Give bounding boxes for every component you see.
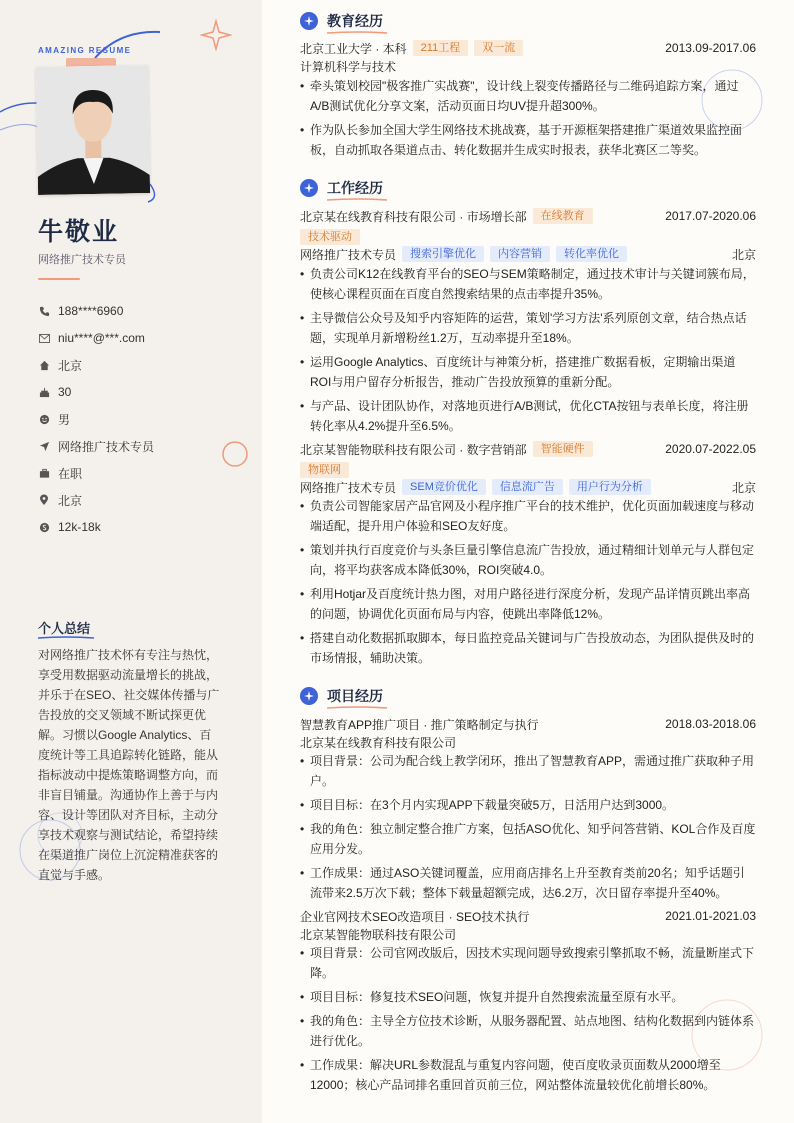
section-underline <box>327 198 387 201</box>
job-role: 网络推广技术专员 <box>300 247 397 262</box>
project-header <box>300 715 756 733</box>
job-bullet: • 主导微信公众号及知乎内容矩阵的运营，策划'学习方法'系列原创文章，结合热点话题，实现单月新增粉丝1.2万，互动率提升至18%。 <box>300 308 756 348</box>
summary-heading: 个人总结 <box>38 621 91 636</box>
age-text: 30 <box>58 385 72 399</box>
skill-tag: 用户行为分析 <box>569 479 651 495</box>
gender-text: 男 <box>58 412 71 427</box>
email-text: niu****@***.com <box>58 331 145 345</box>
position-text: 网络推广技术专员 <box>58 439 155 454</box>
info-gender <box>38 410 238 428</box>
project-name: 企业官网技术SEO改造项目 · SEO技术执行 <box>300 909 530 924</box>
project-bullet: • 工作成果：通过ASO关键词覆盖，应用商店排名上升至教育类前20名；知乎话题引流带来2.5万次下载；整体下载量超额完成，达6.2万，次日留存率提升至40%。 <box>300 863 756 903</box>
job-city: 北京 <box>731 247 756 262</box>
home-icon <box>38 359 50 371</box>
section-projects <box>300 684 383 708</box>
skill-tag: 搜索引擎优化 <box>402 246 484 262</box>
person-name: 牛敬业 <box>38 218 120 246</box>
company-name: 北京某智能物联科技有限公司 · 数字营销部 <box>300 442 527 457</box>
summary-heading-underline <box>38 636 94 639</box>
industry-tag: 智能硬件 <box>533 441 593 457</box>
gender-icon <box>38 413 50 425</box>
job-city: 北京 <box>731 480 756 495</box>
job-role: 网络推广技术专员 <box>300 480 397 495</box>
project-bullet: • 项目背景：公司官网改版后，因技术实现问题导致搜索引擎抓取不畅，流量断崖式下降。 <box>300 943 756 983</box>
skill-tag: 转化率优化 <box>556 246 627 262</box>
status-text: 在职 <box>58 466 83 481</box>
job-header <box>300 207 756 225</box>
project-date: 2018.03-2018.06 <box>665 717 756 731</box>
job-bullet: • 策划并执行百度竞价与头条巨量引擎信息流广告投放，通过精细计划单元与人群包定向，将平均获客成本降低30%，ROI突破4.0。 <box>300 540 756 580</box>
school-name: 北京工业大学 · 本科 <box>300 41 407 56</box>
project-bullet: • 工作成果：解决URL参数混乱与重复内容问题，使百度收录页面数从2000增至12000；核心产品词排名重回首页前三位，网站整体流量较优化前增长80%。 <box>300 1055 756 1095</box>
sparkle-icon <box>300 687 318 705</box>
job-bullet: • 与产品、设计团队协作，对落地页进行A/B测试，优化CTA按钮与表单长度，将注册转化率从4.2%提升至6.5%。 <box>300 396 756 436</box>
send-icon <box>38 440 50 452</box>
company-name: 北京某在线教育科技有限公司 · 市场增长部 <box>300 209 527 224</box>
education-header <box>300 39 756 57</box>
project-name: 智慧教育APP推广项目 · 推广策略制定与执行 <box>300 717 539 732</box>
job-role-row <box>300 245 756 263</box>
education-tag: 211工程 <box>413 40 469 56</box>
avatar-photo <box>36 65 150 195</box>
job-bullet: • 运用Google Analytics、百度统计与神策分析，搭建推广数据看板，定期输出渠道ROI与用户留存分析报告，推动广告投放预算的重新分配。 <box>300 352 756 392</box>
section-work <box>300 176 383 200</box>
sparkle-icon <box>300 12 318 30</box>
section-education <box>300 9 383 33</box>
project-bullet: • 项目目标：在3个月内实现APP下载量突破5万，日活用户达到3000。 <box>300 795 756 815</box>
project-bullet: • 我的角色：独立制定整合推广方案，包括ASO优化、知乎问答营销、KOL合作及百度应用分发。 <box>300 819 756 859</box>
project-company: 北京某在线教育科技有限公司 <box>300 735 457 750</box>
info-email <box>38 329 238 347</box>
job-title: 网络推广技术专员 <box>38 254 126 266</box>
location-text: 北京 <box>58 493 83 508</box>
job-date: 2017.07-2020.06 <box>665 209 756 223</box>
job-role-row <box>300 478 756 496</box>
industry-tag: 物联网 <box>300 462 349 478</box>
education-date: 2013.09-2017.06 <box>665 41 756 55</box>
project-company: 北京某智能物联科技有限公司 <box>300 927 457 942</box>
section-underline <box>327 706 387 709</box>
job-tags-row <box>300 461 756 479</box>
section-title: 工作经历 <box>327 180 383 196</box>
education-bullet: • 牵头策划校园"极客推广实战赛"，设计线上裂变传播路径与二维码追踪方案，通过A/B测试优化分享文案，活动页面日均UV提升超300%。 <box>300 76 756 116</box>
home-text: 北京 <box>58 358 83 373</box>
info-status <box>38 464 238 482</box>
major: 计算机科学与技术 <box>300 59 397 74</box>
location-pin-icon <box>38 494 50 506</box>
section-title: 教育经历 <box>327 13 383 29</box>
skill-tag: SEM竞价优化 <box>402 479 486 495</box>
title-underline <box>38 278 80 280</box>
info-phone <box>38 302 238 320</box>
education-tag: 双一流 <box>474 40 523 56</box>
project-bullet: • 项目背景：公司为配合线上教学闭环，推出了智慧教育APP，需通过推广获取种子用户。 <box>300 751 756 791</box>
main-content <box>262 0 794 1123</box>
salary-text: 12k-18k <box>58 520 101 534</box>
phone-icon <box>38 305 50 317</box>
industry-tag: 在线教育 <box>533 208 593 224</box>
star-icon <box>200 19 232 51</box>
info-age <box>38 383 238 401</box>
sidebar <box>0 0 262 1123</box>
industry-tag: 技术驱动 <box>300 229 360 245</box>
info-location <box>38 491 238 509</box>
sparkle-icon <box>300 179 318 197</box>
briefcase-icon <box>38 467 50 479</box>
project-header <box>300 907 756 925</box>
section-title: 项目经历 <box>327 688 383 704</box>
job-bullet: • 利用Hotjar及百度统计热力图，对用户路径进行深度分析，发现产品详情页跳出率高的问题，协调优化页面布局与内容，使跳出率降低12%。 <box>300 584 756 624</box>
info-home <box>38 356 238 374</box>
job-header <box>300 440 756 458</box>
project-date: 2021.01-2021.03 <box>665 909 756 923</box>
job-tags-row <box>300 228 756 246</box>
job-bullet: • 搭建自动化数据抓取脚本，每日监控竞品关键词与广告投放动态，为团队提供及时的市场情报，辅助决策。 <box>300 628 756 668</box>
project-bullet: • 我的角色：主导全方位技术诊断，从服务器配置、站点地图、结构化数据到内链体系进行优化。 <box>300 1011 756 1051</box>
info-target-position <box>38 437 238 455</box>
summary-text: 对网络推广技术怀有专注与热忱，享受用数据驱动流量增长的挑战，并乐于在SEO、社交媒体传播与广告投放的交叉领域不断试探更优解。习惯以Google Analytics、百度统计等工具追踪转化链路，能从指标波动中提炼策略调整方向，而非盲目铺量。沟通协作上善于与内容、设计等团队对齐目标，主动分享技术观察与测试结论，希望持续在渠道推广岗位上沉淀精准获客的直觉与手感。 <box>38 648 220 882</box>
skill-tag: 信息流广告 <box>492 479 563 495</box>
phone-text: 188****6960 <box>58 304 124 318</box>
project-bullet: • 项目目标：修复技术SEO问题，恢复并提升自然搜索流量至原有水平。 <box>300 987 756 1007</box>
skill-tag: 内容营销 <box>490 246 550 262</box>
education-bullet: • 作为队长参加全国大学生网络技术挑战赛，基于开源框架搭建推广渠道效果监控面板，自动抓取各渠道点击、转化数据并生成实时报表，获华北赛区二等奖。 <box>300 120 756 160</box>
job-bullet: • 负责公司K12在线教育平台的SEO与SEM策略制定，通过技术审计与关键词簇布局，使核心课程页面在百度自然搜索结果的点击率提升35%。 <box>300 264 756 304</box>
job-date: 2020.07-2022.05 <box>665 442 756 456</box>
resume-tagline: AMAZING RESUME <box>38 46 132 55</box>
job-bullet: • 负责公司智能家居产品官网及小程序推广平台的技术维护，优化页面加载速度与移动端适配，提升用户体验和SEO友好度。 <box>300 496 756 536</box>
section-underline <box>327 31 387 34</box>
mail-icon <box>38 332 50 344</box>
cake-icon <box>38 386 50 398</box>
info-salary <box>38 518 238 536</box>
salary-icon <box>38 521 50 533</box>
